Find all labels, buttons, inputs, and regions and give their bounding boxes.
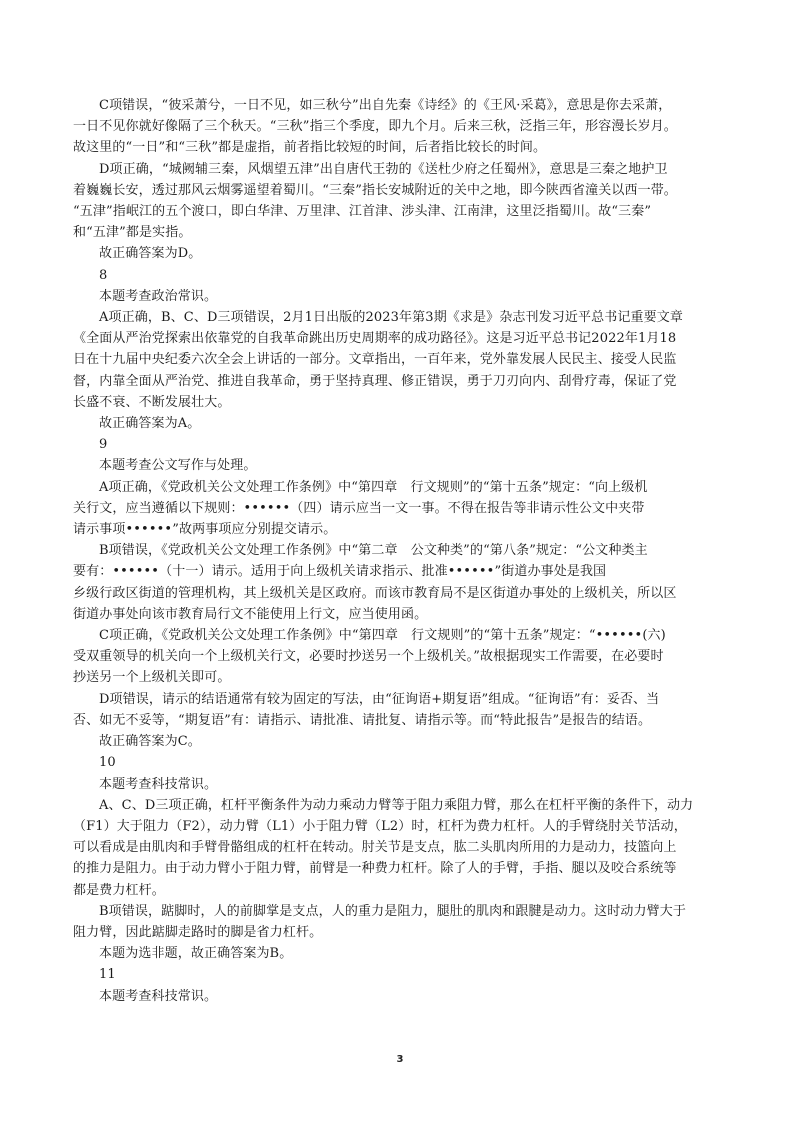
paragraph-line: 关行文，应当遵循以下规则：••••••（四）请示应当一文一事。不得在报告等非请示性公文中夹带 [73, 500, 645, 516]
paragraph-line: 一日不见你就好像隔了三个秋天。“三秋”指三个季度，即九个月。后来三秋，泛指三年，形容漫长岁月。 [73, 119, 677, 135]
paragraph-line: 着巍巍长安，透过那风云烟雾遥望着蜀川。“三秦”指长安城附近的关中之地，即今陕西省潼关以西一带。 [73, 182, 677, 198]
answer-line: 故正确答案为D。 [99, 246, 202, 262]
paragraph-line: 可以看成是由肌肉和手臂骨骼组成的杠杆在转动。肘关节是支点，肱二头肌肉所用的力是动力，技篮向上 [73, 840, 677, 856]
question-number: 11 [99, 967, 116, 983]
paragraph-line: 抄送另一个上级机关即可。 [73, 670, 231, 686]
paragraph-line: A项正确，《党政机关公文处理工作条例》中“第四章 行文规则”的“第十五条”规定：“向上级机 [99, 479, 648, 495]
paragraph-line: 请示事项••••••”故两事项应分别提交请示。 [73, 522, 337, 538]
paragraph-line: 否、如无不妥等，“期复语”有：请指示、请批准、请批复、请指示等。而“特此报告”是报告的结语。 [73, 712, 652, 728]
paragraph-line: 街道办事处向该市教育局行文不能使用上行文，应当使用函。 [73, 606, 428, 622]
topic-line: 本题考查公文写作与处理。 [99, 458, 257, 474]
answer-line: 本题为选非题，故正确答案为B。 [99, 946, 293, 962]
topic-line: 本题考查科技常识。 [99, 988, 218, 1004]
paragraph-line: 故这里的“一日”和“三秋”都是虚指，前者指比较短的时间，后者指比较长的时间。 [73, 140, 547, 156]
paragraph-line: 日在十九届中央纪委六次全会上讲话的一部分。文章指出，一百年来，党外靠发展人民民主、接受人民监 [73, 352, 677, 368]
paragraph-line: 督，内靠全面从严治党、推进自我革命，勇于坚持真理、修正错误，勇于刀刃向内、刮骨疗毒，保证了党 [73, 373, 677, 389]
topic-line: 本题考查政治常识。 [99, 288, 218, 304]
question-number: 10 [99, 755, 116, 771]
paragraph-line: 的推力是阻力。由于动力臂小于阻力臂，前臂是一种费力杠杆。除了人的手臂，手指、腿以及咬合系统等 [73, 861, 677, 877]
paragraph-line: 乡级行政区街道的管理机构，其上级机关是区政府。而该市教育局不是区街道办事处的上级机关，所以区 [73, 585, 677, 601]
page-number: 3 [396, 1054, 404, 1065]
topic-line: 本题考查科技常识。 [99, 776, 218, 792]
paragraph-line: B项错误，《党政机关公文处理工作条例》中“第二章 公文种类”的“第八条”规定：“公文种类主 [99, 543, 648, 559]
question-number: 8 [99, 267, 108, 283]
paragraph-line: D项正确，“城阙辅三秦，风烟望五津”出自唐代王勃的《送杜少府之任蜀州》，意思是三秦之地护卫 [99, 161, 668, 177]
paragraph-line: D项错误，请示的结语通常有较为固定的写法，由“征询语+期复语”组成。“征询语”有：妥否、当 [99, 691, 660, 707]
paragraph-line: （F1）大于阻力（F2），动力臂（L1）小于阻力臂（L2）时，杠杆为费力杠杆。人的手臂绕肘关节活动， [73, 818, 687, 834]
paragraph-line: A项正确，B、C、D三项错误，2月1日出版的2023年第3期《求是》杂志刊发习近平总书记重要文章 [99, 310, 683, 326]
paragraph-line: C项错误，“彼采萧兮，一日不见，如三秋兮”出自先秦《诗经》的《王风·采葛》，意思是你去采萧， [99, 98, 672, 113]
paragraph-line: 都是费力杠杆。 [73, 882, 165, 898]
question-number: 9 [99, 437, 108, 453]
paragraph-line: C项正确，《党政机关公文处理工作条例》中“第四章 行文规则”的“第十五条”规定：“••••••(六) [99, 628, 666, 644]
paragraph-line: A、C、D三项正确，杠杆平衡条件为动力乘动力臂等于阻力乘阻力臂，那么在杠杆平衡的条件下，动力 [99, 797, 694, 813]
paragraph-line: 《全面从严治党探索出依靠党的自我革命跳出历史周期率的成功路径》。这是习近平总书记2022年1月18 [73, 331, 677, 347]
document-body [73, 95, 729, 1007]
paragraph-line: 和“五津”都是实指。 [73, 225, 192, 241]
paragraph-line: 长盛不衰、不断发展壮大。 [73, 394, 231, 410]
paragraph-line: “五津”指岷江的五个渡口，即白华津、万里津、江首津、涉头津、江南津，这里泛指蜀川。故“三秦” [73, 204, 652, 220]
paragraph-line: B项错误，踮脚时，人的前脚掌是支点，人的重力是阻力，腿肚的肌肉和跟腱是动力。这时动力臂大于 [99, 903, 686, 919]
paragraph-line: 要有：••••••（十一）请示。适用于向上级机关请求指示、批准••••••”街道办事处是我国 [73, 564, 607, 580]
paragraph-line: 阻力臂，因此踮脚走路时的脚是省力杠杆。 [73, 924, 323, 940]
paragraph-line: 受双重领导的机关向一个上级机关行文，必要时抄送另一个上级机关。”故根据现实工作需要，在必要时 [73, 649, 664, 665]
answer-line: 故正确答案为C。 [99, 734, 201, 750]
answer-line: 故正确答案为A。 [99, 416, 201, 432]
